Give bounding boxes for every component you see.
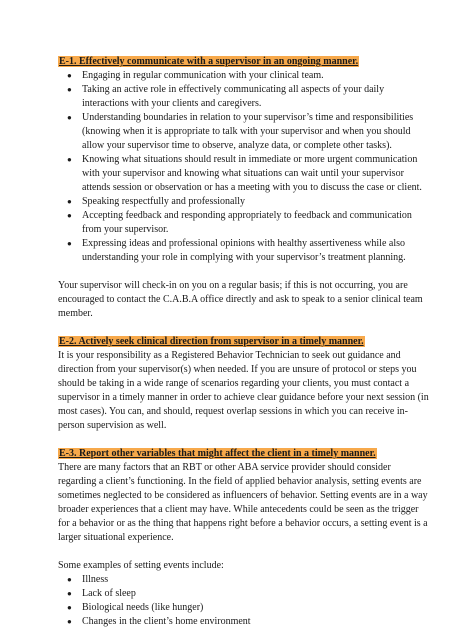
spacer [58,433,430,447]
bullet-icon: ● [67,113,72,122]
list-item-text: Biological needs (like hunger) [82,602,204,613]
list-item [58,615,430,629]
list-item [58,209,430,237]
list-item-text: Engaging in regular communication with your clinical team. [82,70,324,81]
list-item [58,195,430,209]
section-heading [58,335,430,349]
bullet-list [58,69,430,265]
bullet-icon: ● [67,603,72,612]
section-e2 [58,335,430,433]
list-item [58,587,430,601]
spacer [58,545,430,559]
list-item-text: Accepting feedback and responding appropriately to feedback and communication from your supervisor. [82,210,412,235]
section-e1 [58,55,430,321]
bullet-icon: ● [67,575,72,584]
section-heading [58,55,430,69]
list-item [58,111,430,153]
list-item [58,69,430,83]
paragraph: Your supervisor will check-in on you on a regular basis; if this is not occurring, you are encouraged to contact the C.A.B.A office directly and ask to speak to a senior clinical team member. [58,280,423,319]
list-item-text: Expressing ideas and professional opinions with healthy assertiveness while also understanding your role in complying with your supervisor’s treatment planning. [82,238,406,263]
bullet-icon: ● [67,617,72,626]
list-item [58,573,430,587]
spacer [58,265,430,279]
section-heading-text: E-3. Report other variables that might affect the client in a timely manner. [59,448,376,459]
list-item [58,83,430,111]
list-item-text: Taking an active role in effectively communicating all aspects of your daily interactions with your clients and caregivers. [82,84,385,109]
section-heading-text: E-2. Actively seek clinical direction from supervisor in a timely manner. [59,336,364,347]
bullet-icon: ● [67,589,72,598]
list-item-text: Knowing what situations should result in immediate or more urgent communication with your supervisor and knowing what situations can wait until your supervisor attends session or observation or has a meeting with you to discuss the case or client. [82,154,422,193]
list-item [58,237,430,265]
section-heading [58,447,430,461]
bullet-list [58,573,430,629]
list-item-text: Understanding boundaries in relation to your supervisor’s time and responsibilities (knowing when it is appropriate to talk with your supervisor and when you should allow your supervisor time to observe, analyze data, or complete other tasks). [82,112,414,151]
bullet-icon: ● [67,85,72,94]
document-content [58,55,430,629]
list-intro: Some examples of setting events include: [58,560,224,571]
list-item-text: Changes in the client’s home environment [82,616,251,627]
paragraph: There are many factors that an RBT or other ABA service provider should consider regarding a client’s functioning. In the field of applied behavior analysis, setting events are sometimes neglected to be considered as influencers of behavior. Setting events are in a way broader experiences that a client may have. While antecedents could be seen as the trigger for a behavior or as the thing that happens right before a behavior occurs, a setting event is a larger situational experience. [58,462,428,543]
list-item-text: Speaking respectfully and professionally [82,196,246,207]
bullet-icon: ● [67,155,72,164]
bullet-icon: ● [67,239,72,248]
section-e3 [58,447,430,629]
list-item-text: Lack of sleep [82,588,136,599]
bullet-icon: ● [67,211,72,220]
spacer [58,321,430,335]
section-heading-text: E-1. Effectively communicate with a supervisor in an ongoing manner. [59,56,359,67]
bullet-icon: ● [67,71,72,80]
bullet-icon: ● [67,197,72,206]
paragraph: It is your responsibility as a Registered Behavior Technician to seek out guidance and direction from your supervisor(s) when needed. If you are unsure of protocol or steps you should be taking in a wide range of scenarios regarding your clients, you must contact a supervisor in a timely manner in order to achieve clear guidance before your next session (in most cases). You can, and should, request overlap sessions in which you can receive in-person supervision as well. [58,350,429,431]
list-item-text: Illness [82,574,109,585]
list-item [58,153,430,195]
